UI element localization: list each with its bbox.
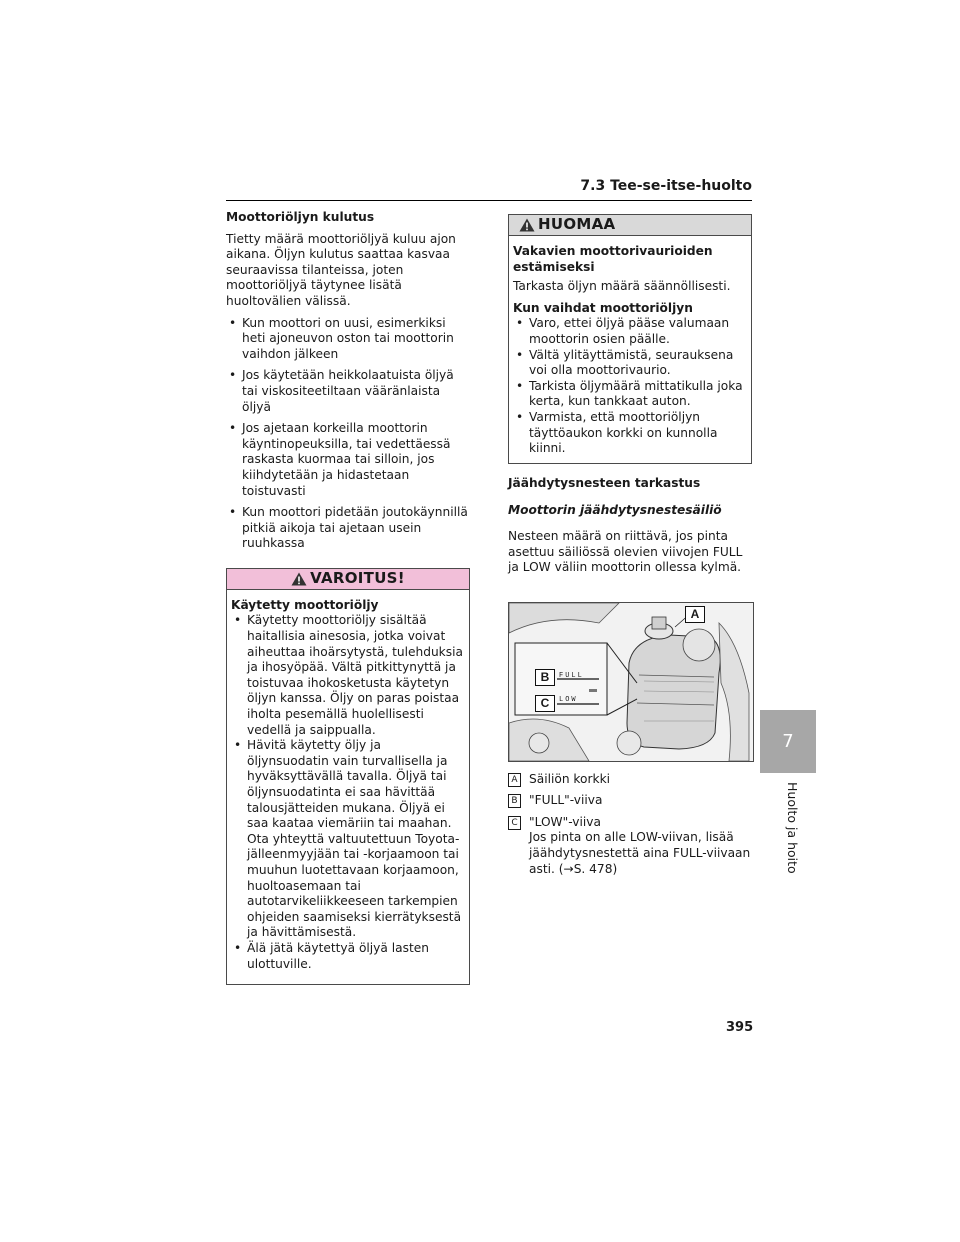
- figure-label-c: C: [535, 695, 555, 712]
- notice-subheading-1: Vakavien moottorivaurioiden estämiseksi: [513, 244, 713, 274]
- coolant-reservoir-figure: [508, 602, 754, 762]
- chapter-tab[interactable]: [760, 710, 816, 773]
- warning-title: VAROITUS!: [310, 569, 405, 588]
- list-item: • Jos käytetään heikkolaatuista öljyä tai viskositeetiltaan vääränlaista öljyä: [226, 368, 470, 415]
- figure-label-a: A: [685, 606, 705, 623]
- notice-subheading-2: Kun vaihdat moottoriöljyn: [513, 300, 693, 315]
- notice-list: [513, 316, 747, 456]
- legend-note: Jos pinta on alle LOW-viivan, lisää jäähdytysnestettä aina FULL-viivaan asti. (→S. 478): [529, 830, 751, 876]
- left-column: [226, 210, 470, 985]
- notice-box: [508, 214, 752, 464]
- figure-legend: [508, 772, 752, 878]
- chapter-number: 7: [782, 731, 794, 752]
- low-marking: LOW: [559, 695, 578, 704]
- coolant-text: Nesteen määrä on riittävä, jos pinta asettuu säiliössä olevien viivojen FULL ja LOW väliin moottorin ollessa kylmä.: [508, 528, 743, 575]
- oil-consumption-list: [226, 316, 470, 552]
- warning-box: [226, 568, 470, 985]
- warning-list: [231, 613, 465, 972]
- list-item: • Jos ajetaan korkeilla moottorin käyntinopeuksilla, tai vedettäessä raskasta kuormaa tai silloin, jos kiihdytetään ja hidastetaan toistuvasti: [226, 421, 470, 499]
- list-item: • Varo, ettei öljyä pääse valumaan moottorin osien päälle.: [513, 316, 747, 347]
- notice-title: HUOMAA: [538, 215, 616, 234]
- warning-subheading: Käytetty moottoriöljy: [231, 597, 379, 612]
- section-title: 7.3 Tee-se-itse-huolto: [580, 178, 752, 194]
- legend-text: Säiliön korkki: [529, 771, 611, 786]
- page-header: [226, 178, 752, 201]
- page-number: 395: [726, 1020, 754, 1035]
- legend-key-a: A: [508, 773, 521, 787]
- notice-header: [509, 215, 751, 236]
- warning-icon: [291, 572, 307, 586]
- full-marking: FULL: [559, 671, 584, 680]
- list-item: • Käytetty moottoriöljy sisältää haitallisia ainesosia, jotka voivat aiheuttaa ihoärsytystä, tulehduksia ja ihosyöpää. Vältä pitkittynyttä ja toistuvaa ihokosketusta käytetyn öljyn kanssa. Öljy on paras poistaa iholta pesemällä huolellisesti vedellä ja saippualla.: [231, 613, 465, 738]
- oil-consumption-heading: Moottoriöljyn kulutus: [226, 210, 375, 224]
- figure-label-b: B: [535, 669, 555, 686]
- legend-text: "FULL"-viiva: [529, 793, 603, 808]
- list-item: • Tarkista öljymäärä mittatikulla joka kerta, kun tankkaat auton.: [513, 379, 747, 410]
- list-item: • Kun moottori on uusi, esimerkiksi heti ajoneuvon oston tai moottorin vaihdon jälkeen: [226, 316, 470, 363]
- legend-key-b: B: [508, 794, 521, 808]
- list-item: • Älä jätä käytettyä öljyä lasten ulottuville.: [231, 941, 465, 972]
- list-item: • Hävitä käytetty öljy ja öljynsuodatin vain turvallisella ja hyväksyttävällä tavalla. Öljyä tai öljynsuodatinta ei saa hävittää talousjätteiden mukana. Öljyä ei saa kaataa viemäriin tai maahan. Ota yhteyttä valtuutettuun Toyota-jälleenmyyjään tai -korjaamoon tai muuhun luotettavaan korjaamoon, huoltoasemaan tai autotarvikeliikkeeseen tarkempien ohjeiden saamiseksi kierrätyksestä ja hävittämisestä.: [231, 738, 465, 941]
- oil-consumption-intro: Tietty määrä moottoriöljyä kuluu ajon aikana. Öljyn kulutus saattaa kasvaa seuraavissa tilanteissa, joten moottoriöljyä täytynee lisätä huoltovälien välissä.: [226, 231, 456, 308]
- legend-item: [508, 815, 752, 877]
- legend-key-c: C: [508, 816, 521, 830]
- legend-item: [508, 772, 752, 788]
- notice-body: [509, 236, 751, 463]
- coolant-heading: Jäähdytysnesteen tarkastus: [508, 475, 701, 490]
- warning-header: [227, 569, 469, 590]
- caution-icon: [519, 218, 535, 232]
- warning-body: [227, 590, 469, 984]
- legend-item: [508, 793, 752, 809]
- list-item: • Kun moottori pidetään joutokäynnillä pitkiä aikoja tai ajetaan usein ruuhkassa: [226, 505, 470, 552]
- coolant-subheading: Moottorin jäähdytysnestesäiliö: [508, 503, 722, 518]
- list-item: • Vältä ylitäyttämistä, seurauksena voi olla moottorivaurio.: [513, 348, 747, 379]
- legend-text: "LOW"-viiva: [529, 814, 601, 829]
- right-column: [508, 214, 752, 883]
- chapter-label: Huolto ja hoito: [785, 782, 800, 874]
- list-item: • Varmista, että moottoriöljyn täyttöaukon korkki on kunnolla kiinni.: [513, 410, 747, 457]
- notice-text-1: Tarkasta öljyn määrä säännöllisesti.: [513, 279, 731, 294]
